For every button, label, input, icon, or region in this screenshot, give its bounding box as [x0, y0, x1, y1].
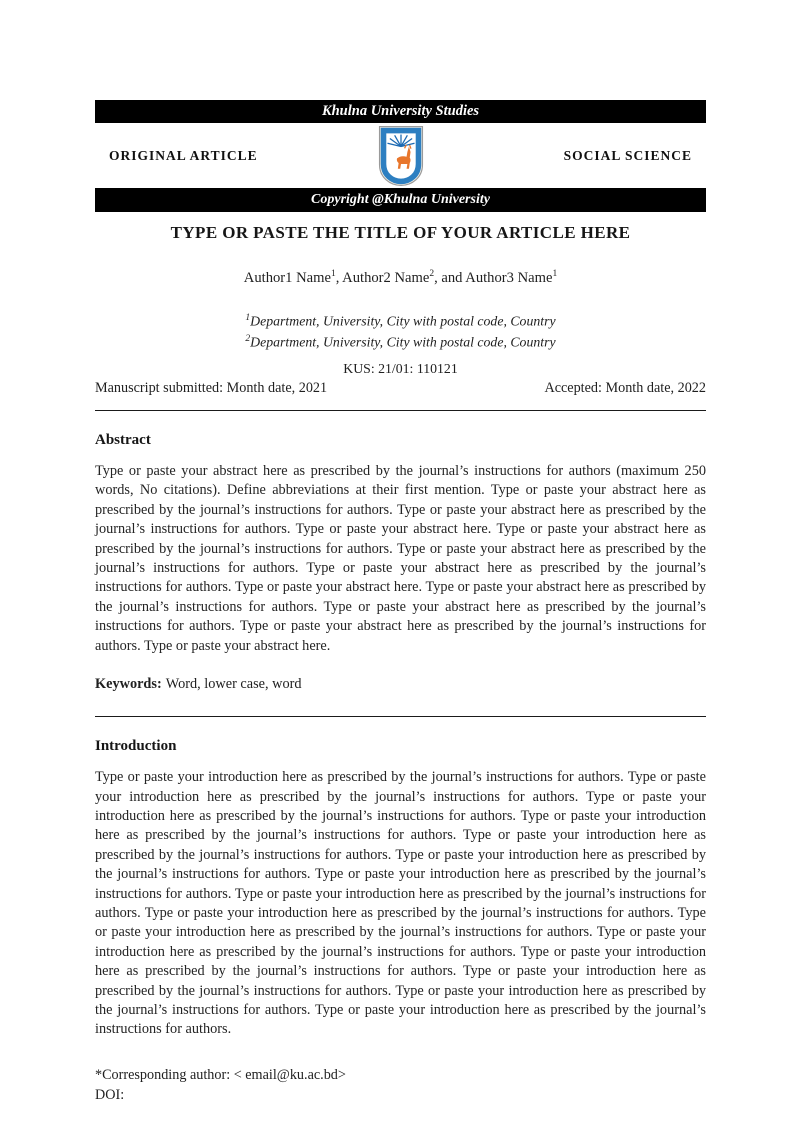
introduction-heading: Introduction — [95, 738, 177, 755]
article-type-label: ORIGINAL ARTICLE — [109, 147, 258, 163]
author-2-affil-sup: 2 — [429, 269, 435, 279]
keywords-value: Word, lower case, word — [165, 676, 302, 693]
article-title: TYPE OR PASTE THE TITLE OF YOUR ARTICLE HERE — [170, 223, 631, 242]
subject-area-label: SOCIAL SCIENCE — [563, 147, 692, 163]
logo-svg — [377, 125, 425, 187]
submitted-date: Manuscript submitted: Month date, 2021 — [95, 380, 328, 397]
kus-id: KUS: 21/01: 110121 — [343, 361, 458, 377]
keywords-line — [95, 676, 706, 693]
doi-label: DOI: — [95, 1086, 125, 1103]
journal-name: Khulna University Studies — [321, 103, 480, 119]
affiliation-1: $^1$Department, University, City with postal code, Country — [245, 312, 556, 329]
divider-keywords — [95, 716, 706, 717]
copyright-text: Copyright @Khulna University — [311, 192, 490, 207]
journal-name-bar — [95, 100, 706, 123]
author-1-affil-sup: 1 — [330, 269, 336, 279]
introduction-text: Type or paste your introduction here as prescribed by the journal’s instructions for authors. Type or paste your introduction here as prescribed by the journal’s instructions for authors. Type or paste your introduction here as prescribed by the journal’s instructions for authors. Type or paste your introduction here as prescribed by the journal’s instructions for authors. Type or paste your introduction here as prescribed by the journal’s instructions for authors. Type or paste your introduction here as prescribed by the journal’s instructions for authors. Type or paste your introduction here as prescribed by the journal’s instructions for authors. Type or paste your introduction here as prescribed by the journal’s instructions for authors. Type or paste your introduction here as prescribed by the journal’s instructions for authors. Type or paste your introduction here as prescribed by the journal’s instructions for authors. Type or paste your introduction here as prescribed by the journal’s instructions for authors. Type or paste your introduction here as prescribed by the journal’s instructions for authors. Type or paste your introduction here as prescribed by the journal’s instructions for authors. Type or paste your introduction here as prescribed by the journal’s instructions for authors. Type or paste your introduction here as prescribed by the journal’s instructions for authors. — [95, 769, 706, 1038]
affiliations — [95, 309, 706, 352]
affiliation-2: $^2$Department, University, City with postal code, Country — [245, 334, 556, 351]
header-band — [95, 123, 706, 188]
author-1: Author1 Name$^1$ — [243, 269, 336, 286]
author-3: , and Author3 Name$^1$ — [434, 269, 558, 286]
page-content — [95, 100, 706, 1105]
khulna-university-logo-icon — [377, 125, 425, 187]
abstract-heading: Abstract — [95, 432, 151, 449]
dates-row — [95, 380, 706, 397]
copyright-bar — [95, 188, 706, 212]
keywords-label: Keywords: — [95, 676, 162, 693]
corresponding-author-note: *Corresponding author: < email@ku.ac.bd> — [95, 1066, 346, 1083]
authors-line — [95, 269, 706, 287]
footnote — [95, 1065, 706, 1105]
author-2: , Author2 Name$^2$ — [335, 269, 435, 286]
divider-top — [95, 410, 706, 411]
author-3-affil-sup: 1 — [552, 269, 558, 279]
accepted-date: Accepted: Month date, 2022 — [544, 380, 706, 397]
abstract-text: Type or paste your abstract here as prescribed by the journal’s instructions for authors (maximum 250 words, No citations). Define abbreviations at their first mention. Type or paste your abstract here as prescribed by the journal’s instructions for authors. Type or paste your abstract here as prescribed by the journal’s instructions for authors. Type or paste your abstract here. Type or paste your abstract here as prescribed by the journal’s instructions for authors. Type or paste your abstract here as prescribed by the journal’s instructions for authors. Type or paste your abstract here as prescribed by the journal’s instructions for authors. Type or paste your abstract here. Type or paste your abstract here as prescribed by the journal’s instructions for authors. Type or paste your abstract here as prescribed by the journal’s instructions for authors. Type or paste your abstract here as prescribed by the journal’s instructions for authors. Type or paste your abstract here. — [95, 463, 706, 654]
